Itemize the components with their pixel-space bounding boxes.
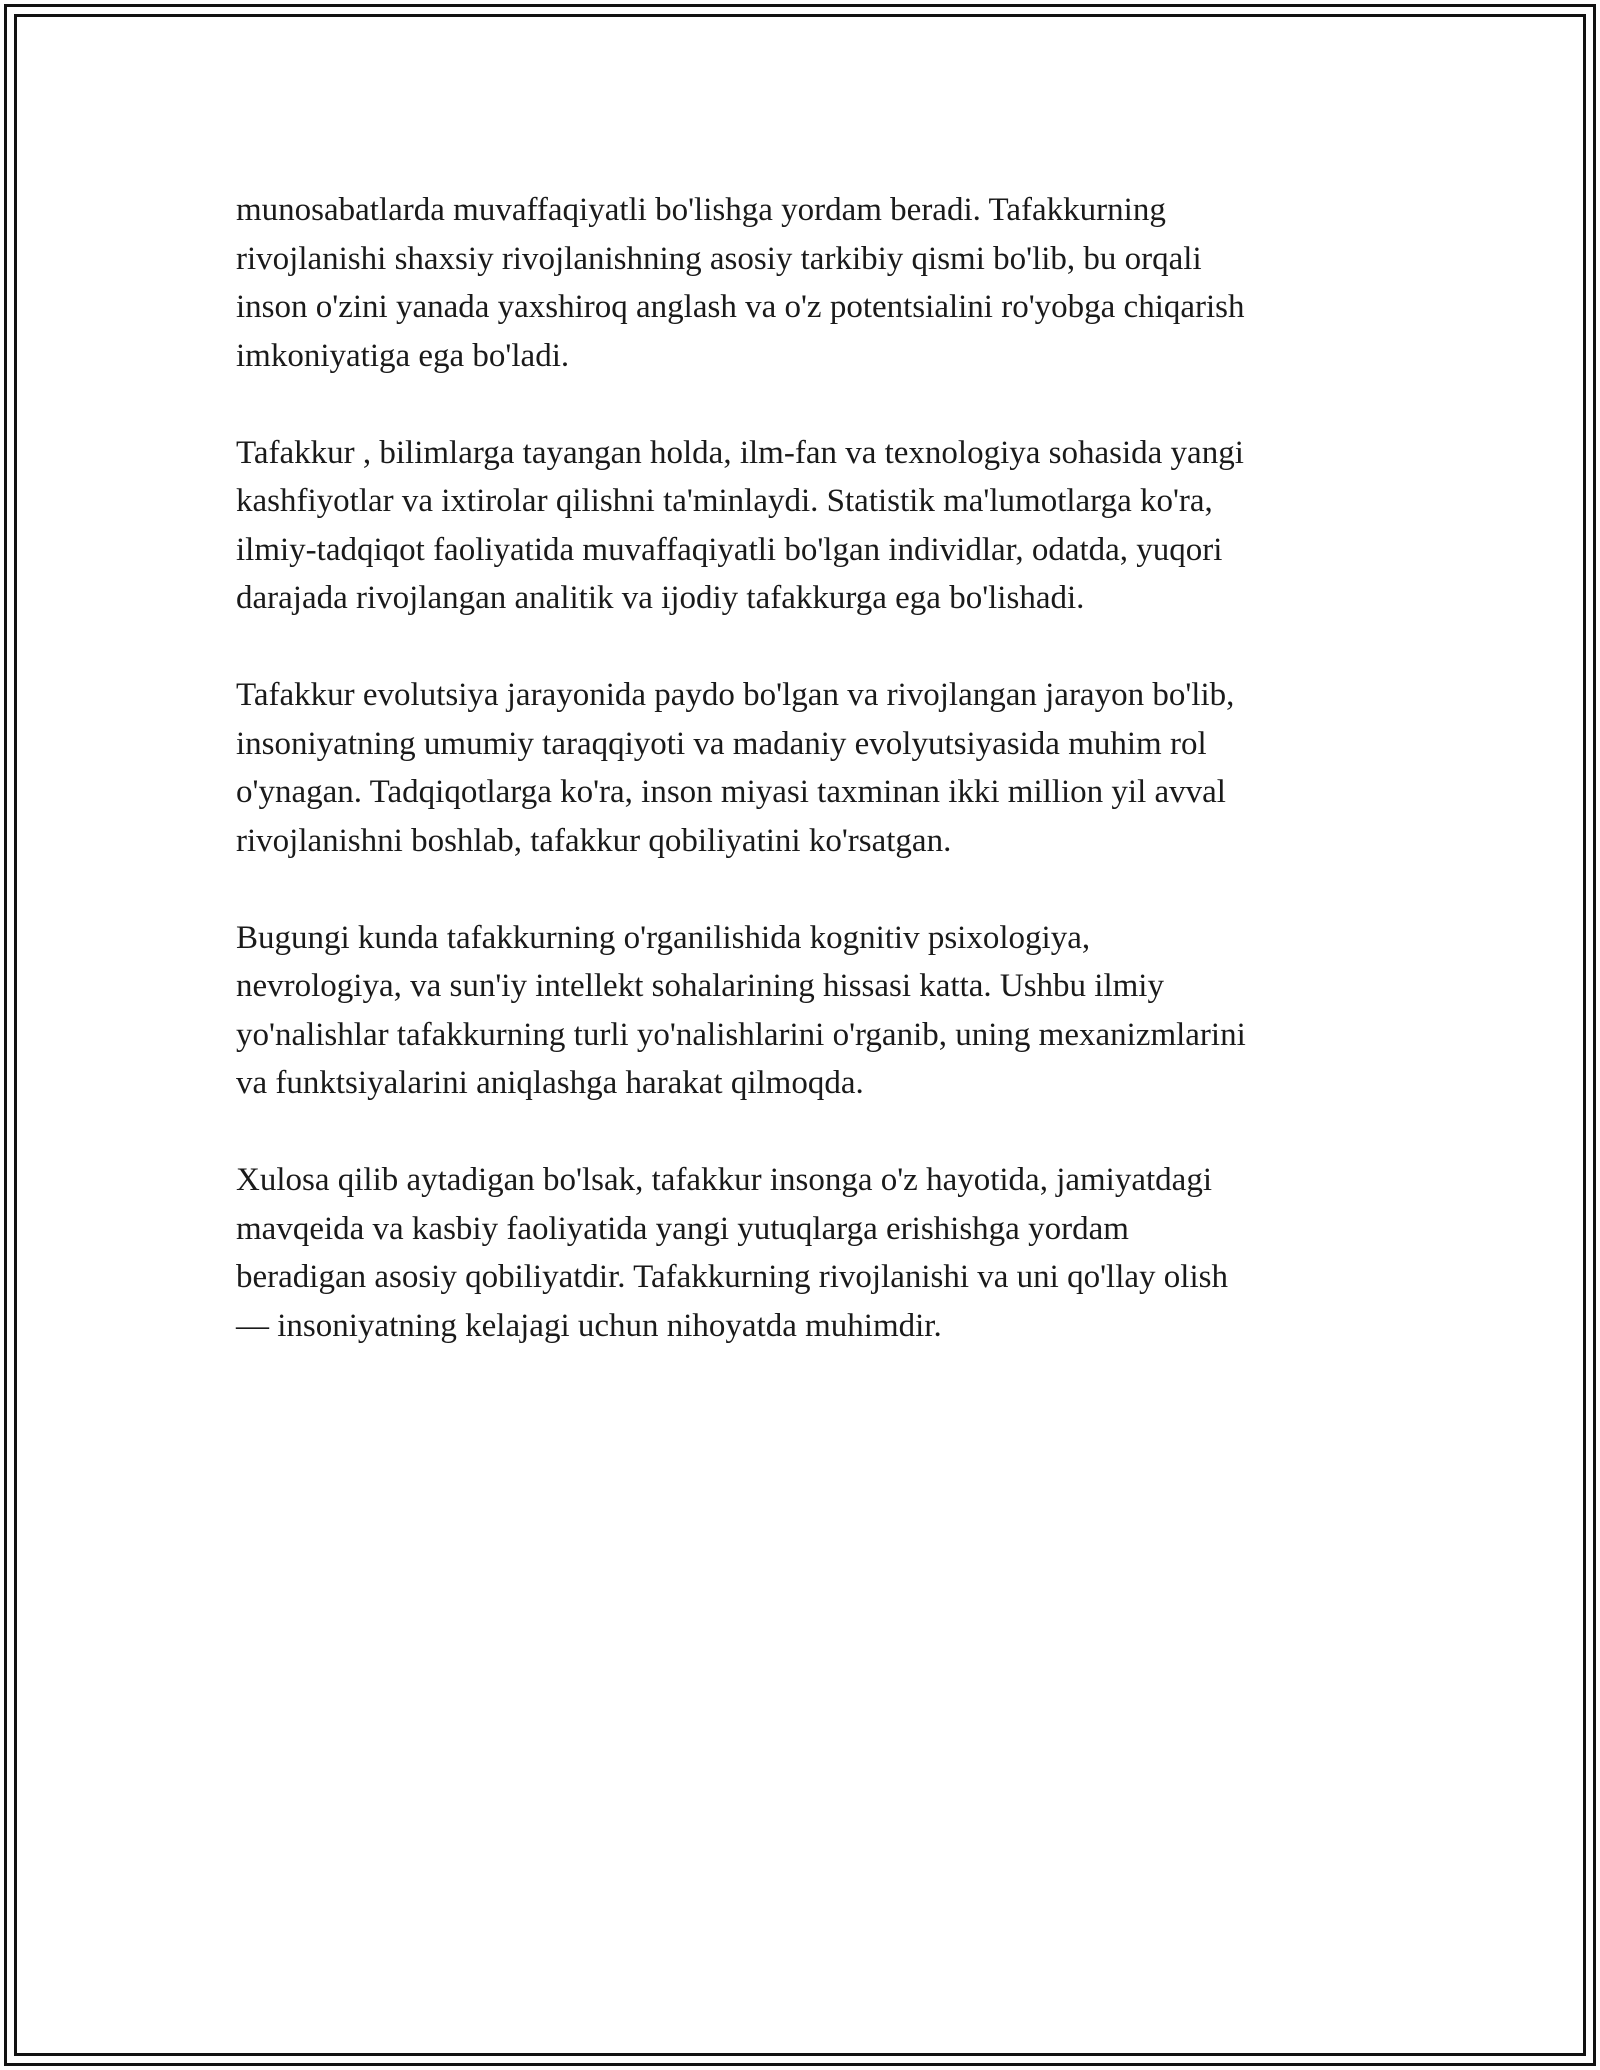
text-line: munosabatlarda muvaffaqiyatli bo'lishga yordam beradi. Tafakkurning <box>236 192 1166 228</box>
text-line: beradigan asosiy qobiliyatdir. Tafakkurning rivojlanishi va uni qo'llay olish <box>236 1259 1228 1295</box>
text-line: kashfiyotlar va ixtirolar qilishni ta'minlaydi. Statistik ma'lumotlarga ko'ra, <box>236 483 1213 519</box>
text-line: — insoniyatning kelajagi uchun nihoyatda muhimdir. <box>236 1307 942 1344</box>
paragraph <box>236 914 1366 1108</box>
document-body <box>236 186 1366 1399</box>
text-line: insoniyatning umumiy taraqqiyoti va madaniy evolyutsiyasida muhim rol <box>236 725 1207 762</box>
text-line: darajada rivojlangan analitik va ijodiy tafakkurga ega bo'lishadi. <box>236 580 1085 616</box>
text-line: Tafakkur evolutsiya jarayonida paydo bo'lgan va rivojlangan jarayon bo'lib, <box>236 677 1235 713</box>
text-line: Xulosa qilib aytadigan bo'lsak, tafakkur insonga o'z hayotida, jamiyatdagi <box>236 1162 1212 1198</box>
text-line: o'ynagan. Tadqiqotlarga ko'ra, inson miyasi taxminan ikki million yil avval <box>236 774 1226 810</box>
text-line: inson o'zini yanada yaxshiroq anglash va o'z potentsialini ro'yobga chiqarish <box>236 289 1245 325</box>
text-line: Bugungi kunda tafakkurning o'rganilishida kognitiv psixologiya, <box>236 919 1091 956</box>
text-line: rivojlanishni boshlab, tafakkur qobiliyatini ko'rsatgan. <box>236 822 952 859</box>
paragraph <box>236 186 1366 380</box>
paragraph <box>236 671 1366 865</box>
text-line: Tafakkur , bilimlarga tayangan holda, ilm-fan va texnologiya sohasida yangi <box>236 434 1244 471</box>
text-line: rivojlanishi shaxsiy rivojlanishning asosiy tarkibiy qismi bo'lib, bu orqali <box>236 240 1202 277</box>
text-line: va funktsiyalarini aniqlashga harakat qilmoqda. <box>236 1065 864 1101</box>
text-line: ilmiy-tadqiqot faoliyatida muvaffaqiyatli bo'lgan individlar, odatda, yuqori <box>236 531 1223 568</box>
paragraph <box>236 1156 1366 1350</box>
text-line: nevrologiya, va sun'iy intellekt sohalarining hissasi katta. Ushbu ilmiy <box>236 968 1164 1004</box>
paragraph <box>236 429 1366 623</box>
text-line: imkoniyatiga ega bo'ladi. <box>236 337 570 374</box>
text-line: yo'nalishlar tafakkurning turli yo'nalishlarini o'rganib, uning mexanizmlarini <box>236 1016 1246 1053</box>
text-line: mavqeida va kasbiy faoliyatida yangi yutuqlarga erishishga yordam <box>236 1210 1129 1247</box>
